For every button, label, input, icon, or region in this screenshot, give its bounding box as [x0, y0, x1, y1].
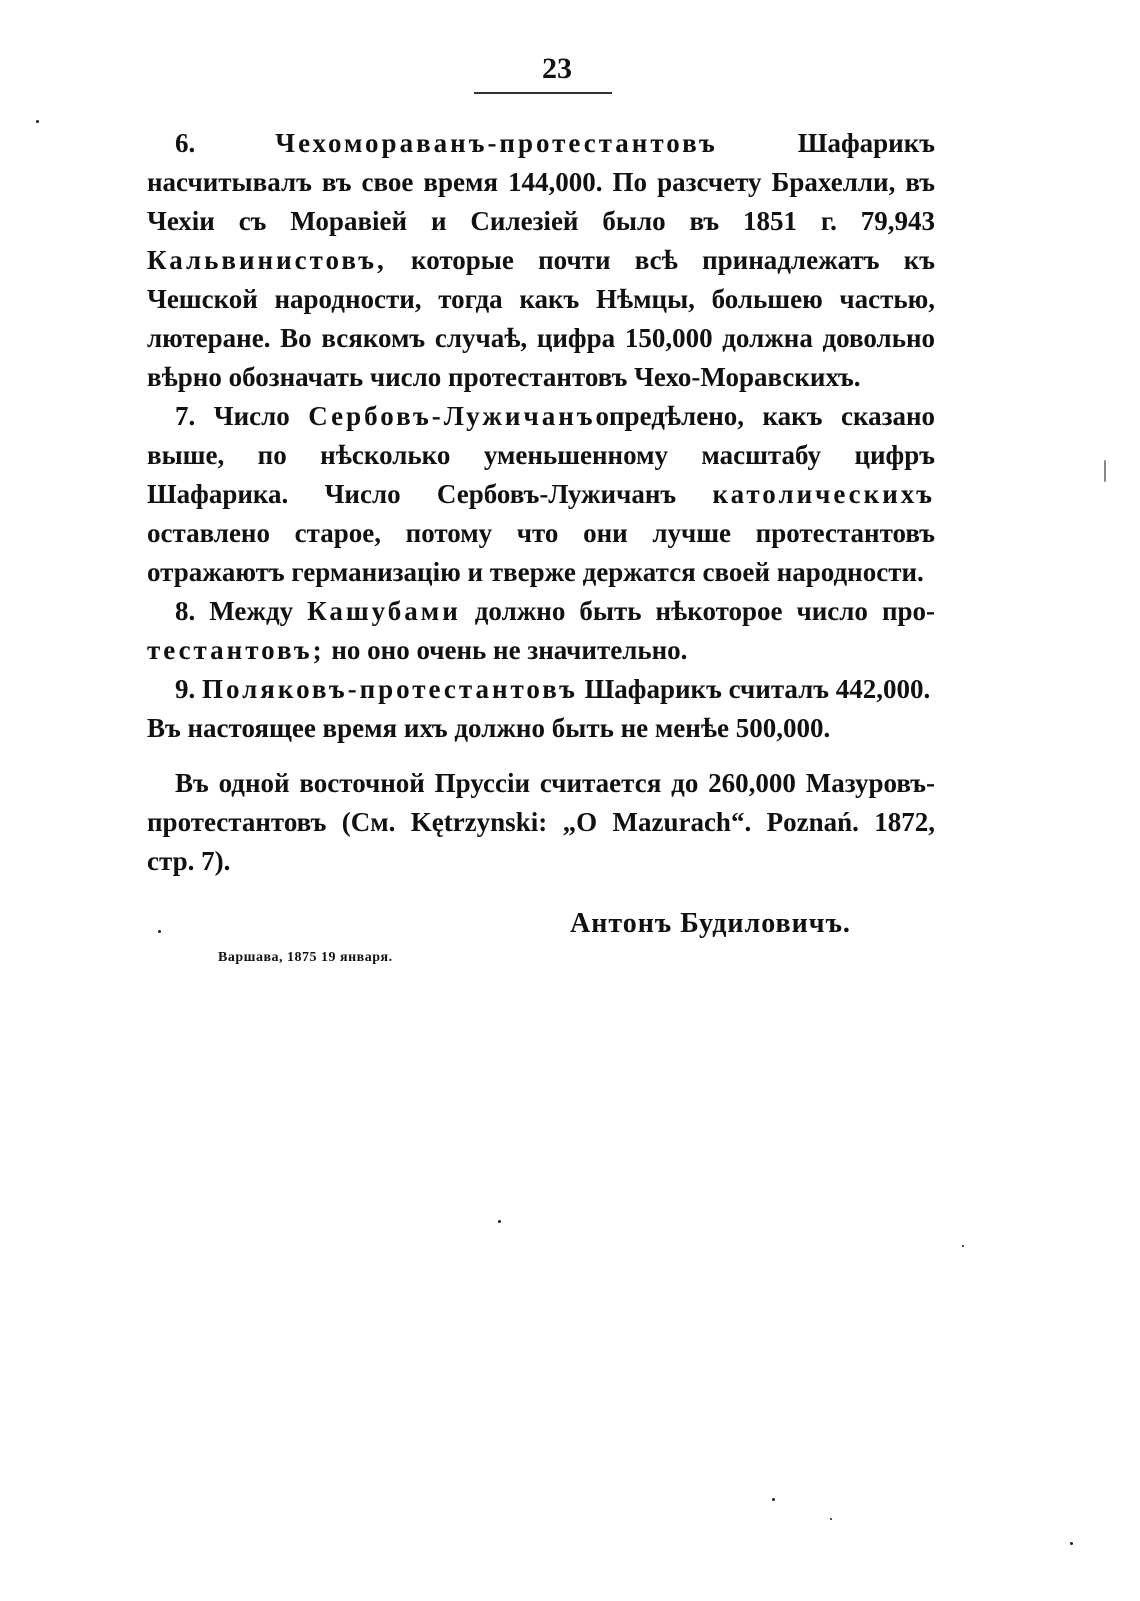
paragraph-number: 7.	[175, 401, 196, 431]
paragraph-text: должно быть нѣкоторое число про-	[474, 596, 936, 626]
paragraph-7	[147, 397, 935, 592]
paragraph-note	[147, 764, 935, 881]
paragraph-text: но оно очень не значительно.	[331, 635, 688, 665]
body-text	[147, 124, 935, 881]
paragraph-number: 6.	[175, 128, 196, 158]
spaced-term: Кашубами	[307, 596, 461, 626]
paragraph-text: должна довольно вѣрно обозначать число протестантовъ Чехо-Моравскихъ.	[147, 323, 936, 392]
paragraph-text: Шафарикъ считалъ 442,000. Въ настоящее время ихъ должно быть не менѣе	[147, 674, 931, 743]
spaced-term: Поляковъ-протестантовъ	[202, 674, 578, 704]
paragraph-number: 8.	[175, 596, 196, 626]
spaced-term: тестантовъ;	[147, 635, 325, 665]
figure-value: 500,000.	[735, 713, 831, 743]
paragraph-text: которые почти всѣ принадлежатъ къ Чешской народности, тогда какъ Нѣмцы, большею частью, лютеране. Во всякомъ случаѣ, цифра	[147, 245, 935, 353]
scan-speck	[772, 1498, 775, 1501]
scan-speck	[962, 1245, 964, 1247]
scan-speck	[1070, 1542, 1073, 1545]
paragraph-text: Число	[213, 401, 290, 431]
paragraph-9	[147, 670, 935, 748]
scan-speck	[36, 120, 39, 123]
paragraph-text: Въ одной восточной Пруссіи считается до 260,000 Мазуровъ-протестантовъ (См. Kętrzynski: „O Mazurach“. Poznań. 1872, стр. 7).	[147, 768, 935, 876]
scan-speck	[830, 1518, 832, 1520]
author-signature: Антонъ Будиловичъ.	[570, 908, 851, 939]
spaced-term: Кальвинистовъ,	[147, 245, 387, 275]
scan-speck	[1104, 460, 1106, 482]
scan-speck	[498, 1220, 501, 1223]
place-date-line: Варшава, 1875 19 января.	[218, 950, 393, 965]
paragraph-8	[147, 592, 935, 670]
paragraph-text: Между	[209, 596, 294, 626]
scan-speck	[158, 930, 161, 933]
spaced-term: католическихъ	[712, 479, 935, 509]
paragraph-6	[147, 124, 935, 397]
spaced-term: Сербовъ-Лужичанъ	[308, 401, 596, 431]
spaced-term: Чехомораванъ-протестантовъ	[275, 128, 718, 158]
figure-value: 150,000	[624, 323, 713, 353]
page-number: 23	[542, 52, 572, 85]
paragraph-text: оставлено старое, потому что они лучше протестантовъ отражаютъ германизацію и тверже держатся своей народности.	[147, 518, 935, 587]
paragraph-number: 9.	[175, 674, 196, 704]
paragraph-text: опредѣлено, какъ сказано выше, по нѣсколько уменьшенному масштабу цифръ Шафарика. Число Сербовъ-Лужичанъ	[147, 401, 936, 509]
header-rule	[474, 92, 612, 94]
paragraph-text: Шафарикъ насчитывалъ въ свое время 144,000. По разсчету Брахелли, въ Чехіи съ Моравіей и Силезіей было въ 1851 г. 79,943	[147, 128, 935, 236]
